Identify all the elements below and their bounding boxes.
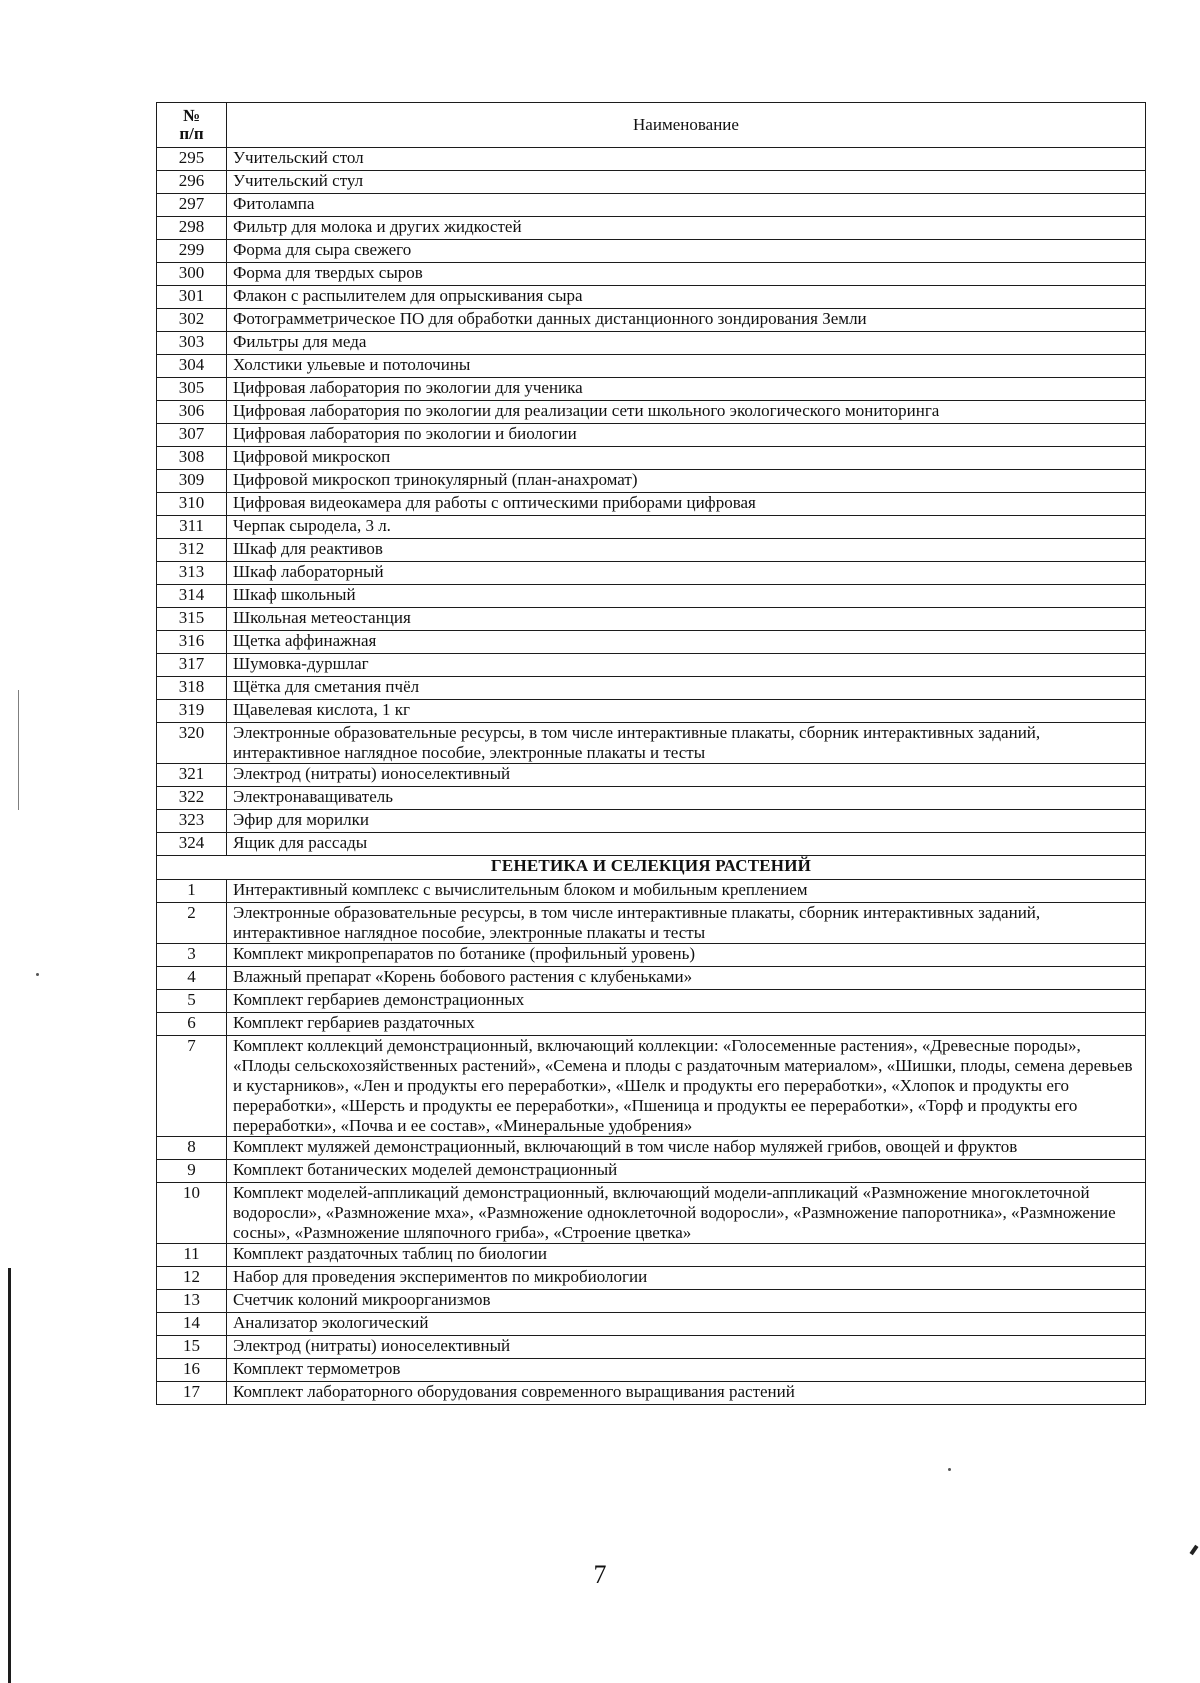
scan-faint-line bbox=[18, 690, 19, 810]
row-name: Комплект гербариев раздаточных bbox=[227, 1013, 1146, 1036]
row-name: Набор для проведения экспериментов по микробиологии bbox=[227, 1267, 1146, 1290]
scan-speck bbox=[36, 973, 39, 976]
row-name: Комплект муляжей демонстрационный, включающий в том числе набор муляжей грибов, овощей и фруктов bbox=[227, 1137, 1146, 1160]
table-row bbox=[157, 424, 1146, 447]
row-number: 8 bbox=[157, 1137, 227, 1160]
row-name: Счетчик колоний микроорганизмов bbox=[227, 1290, 1146, 1313]
row-number: 15 bbox=[157, 1336, 227, 1359]
row-name: Комплект коллекций демонстрационный, включающий коллекции: «Голосеменные растения», «Древесные породы», «Плоды сельскохозяйственных растений», «Семена и плоды с раздаточным материалом», «Шишки, плоды, семена деревьев и кустарников», «Лен и продукты его переработки», «Шелк и продукты его переработки», «Хлопок и продукты его переработки», «Шерсть и продукты ее переработки», «Пшеница и продукты ее переработки», «Торф и продукты его переработки», «Почва и ее состав», «Минеральные удобрения» bbox=[227, 1036, 1146, 1137]
row-name: Электрод (нитраты) ионоселективный bbox=[227, 1336, 1146, 1359]
table-row bbox=[157, 493, 1146, 516]
row-name: Комплект термометров bbox=[227, 1359, 1146, 1382]
table-row bbox=[157, 539, 1146, 562]
table-header-row bbox=[157, 103, 1146, 148]
row-name: Комплект гербариев демонстрационных bbox=[227, 990, 1146, 1013]
row-number: 298 bbox=[157, 217, 227, 240]
row-number: 319 bbox=[157, 700, 227, 723]
row-number: 12 bbox=[157, 1267, 227, 1290]
row-number: 13 bbox=[157, 1290, 227, 1313]
row-number: 5 bbox=[157, 990, 227, 1013]
table-row bbox=[157, 516, 1146, 539]
row-name: Цифровая лаборатория по экологии для ученика bbox=[227, 378, 1146, 401]
row-number: 307 bbox=[157, 424, 227, 447]
row-name: Фильтры для меда bbox=[227, 332, 1146, 355]
row-name: Холстики ульевые и потолочины bbox=[227, 355, 1146, 378]
table-row bbox=[157, 217, 1146, 240]
row-number: 322 bbox=[157, 787, 227, 810]
row-number: 309 bbox=[157, 470, 227, 493]
row-name: Форма для твердых сыров bbox=[227, 263, 1146, 286]
row-number: 311 bbox=[157, 516, 227, 539]
row-name: Цифровая лаборатория по экологии для реализации сети школьного экологического мониторинга bbox=[227, 401, 1146, 424]
row-number: 317 bbox=[157, 654, 227, 677]
row-number: 9 bbox=[157, 1160, 227, 1183]
row-number: 312 bbox=[157, 539, 227, 562]
row-name: Фильтр для молока и других жидкостей bbox=[227, 217, 1146, 240]
table-row bbox=[157, 470, 1146, 493]
row-name: Учительский стол bbox=[227, 148, 1146, 171]
scan-edge-line bbox=[8, 1268, 11, 1683]
table-row bbox=[157, 562, 1146, 585]
table-row bbox=[157, 1013, 1146, 1036]
row-number: 316 bbox=[157, 631, 227, 654]
row-number: 320 bbox=[157, 723, 227, 764]
table-row bbox=[157, 1183, 1146, 1244]
table-row bbox=[157, 903, 1146, 944]
row-name: Электронные образовательные ресурсы, в том числе интерактивные плакаты, сборник интерактивных заданий, интерактивное наглядное пособие, электронные плакаты и тесты bbox=[227, 723, 1146, 764]
table-row bbox=[157, 286, 1146, 309]
table-row bbox=[157, 700, 1146, 723]
table-row bbox=[157, 1160, 1146, 1183]
row-name: Школьная метеостанция bbox=[227, 608, 1146, 631]
table-row bbox=[157, 1359, 1146, 1382]
table-row bbox=[157, 608, 1146, 631]
row-number: 2 bbox=[157, 903, 227, 944]
header-number bbox=[157, 103, 227, 148]
row-name: Цифровая лаборатория по экологии и биологии bbox=[227, 424, 1146, 447]
row-number: 304 bbox=[157, 355, 227, 378]
table-body-part2 bbox=[157, 880, 1146, 1405]
table-body-part1 bbox=[157, 148, 1146, 856]
row-number: 4 bbox=[157, 967, 227, 990]
row-number: 302 bbox=[157, 309, 227, 332]
table-row bbox=[157, 1036, 1146, 1137]
row-number: 299 bbox=[157, 240, 227, 263]
table-row bbox=[157, 148, 1146, 171]
row-number: 14 bbox=[157, 1313, 227, 1336]
table-row bbox=[157, 1267, 1146, 1290]
row-number: 318 bbox=[157, 677, 227, 700]
row-name: Щавелевая кислота, 1 кг bbox=[227, 700, 1146, 723]
row-name: Комплект ботанических моделей демонстрационный bbox=[227, 1160, 1146, 1183]
header-name: Наименование bbox=[227, 103, 1146, 148]
row-number: 323 bbox=[157, 810, 227, 833]
row-name: Комплект микропрепаратов по ботанике (профильный уровень) bbox=[227, 944, 1146, 967]
row-number: 10 bbox=[157, 1183, 227, 1244]
row-name: Цифровой микроскоп bbox=[227, 447, 1146, 470]
scan-speck bbox=[948, 1468, 951, 1471]
row-number: 314 bbox=[157, 585, 227, 608]
row-number: 297 bbox=[157, 194, 227, 217]
table-row bbox=[157, 447, 1146, 470]
table-row bbox=[157, 194, 1146, 217]
row-name: Влажный препарат «Корень бобового растения с клубеньками» bbox=[227, 967, 1146, 990]
table-row bbox=[157, 355, 1146, 378]
row-name: Комплект лабораторного оборудования современного выращивания растений bbox=[227, 1382, 1146, 1405]
row-number: 11 bbox=[157, 1244, 227, 1267]
table-row bbox=[157, 944, 1146, 967]
table-row bbox=[157, 171, 1146, 194]
row-number: 296 bbox=[157, 171, 227, 194]
row-number: 306 bbox=[157, 401, 227, 424]
table-row bbox=[157, 631, 1146, 654]
row-number: 295 bbox=[157, 148, 227, 171]
section-body bbox=[157, 856, 1146, 880]
header-number-abbrev: п/п bbox=[179, 124, 204, 143]
row-name: Комплект моделей-аппликаций демонстрационный, включающий модели-аппликаций «Размножение многоклеточной водоросли», «Размножение мха», «Размножение одноклеточной водоросли», «Размножение папоротника», «Размножение сосны», «Размножение шляпочного гриба», «Строение цветка» bbox=[227, 1183, 1146, 1244]
table-row bbox=[157, 723, 1146, 764]
row-name: Фитолампа bbox=[227, 194, 1146, 217]
table-row bbox=[157, 1290, 1146, 1313]
row-number: 3 bbox=[157, 944, 227, 967]
header-number-sign: № bbox=[182, 106, 201, 125]
table-row bbox=[157, 1313, 1146, 1336]
row-number: 1 bbox=[157, 880, 227, 903]
row-name: Шкаф лабораторный bbox=[227, 562, 1146, 585]
table-row bbox=[157, 1137, 1146, 1160]
row-number: 17 bbox=[157, 1382, 227, 1405]
table-row bbox=[157, 1244, 1146, 1267]
section-title: ГЕНЕТИКА И СЕЛЕКЦИЯ РАСТЕНИЙ bbox=[157, 856, 1146, 880]
table-row bbox=[157, 810, 1146, 833]
row-name: Щетка аффинажная bbox=[227, 631, 1146, 654]
table-row bbox=[157, 764, 1146, 787]
row-name: Щётка для сметания пчёл bbox=[227, 677, 1146, 700]
table-row bbox=[157, 967, 1146, 990]
table-row bbox=[157, 654, 1146, 677]
row-name: Цифровой микроскоп тринокулярный (план-анахромат) bbox=[227, 470, 1146, 493]
table-row bbox=[157, 309, 1146, 332]
row-number: 303 bbox=[157, 332, 227, 355]
row-name: Электрод (нитраты) ионоселективный bbox=[227, 764, 1146, 787]
table-row bbox=[157, 677, 1146, 700]
row-name: Черпак сыродела, 3 л. bbox=[227, 516, 1146, 539]
table-row bbox=[157, 401, 1146, 424]
table-row bbox=[157, 378, 1146, 401]
row-name: Шумовка-дуршлаг bbox=[227, 654, 1146, 677]
row-number: 321 bbox=[157, 764, 227, 787]
row-name: Ящик для рассады bbox=[227, 833, 1146, 856]
row-name: Форма для сыра свежего bbox=[227, 240, 1146, 263]
row-name: Электронные образовательные ресурсы, в том числе интерактивные плакаты, сборник интерактивных заданий, интерактивное наглядное пособие, электронные плакаты и тесты bbox=[227, 903, 1146, 944]
row-name: Шкаф школьный bbox=[227, 585, 1146, 608]
row-number: 7 bbox=[157, 1036, 227, 1137]
row-name: Электронаващиватель bbox=[227, 787, 1146, 810]
row-name: Флакон с распылителем для опрыскивания сыра bbox=[227, 286, 1146, 309]
page-number: 7 bbox=[593, 1560, 607, 1589]
table-row bbox=[157, 1382, 1146, 1405]
row-number: 300 bbox=[157, 263, 227, 286]
table-row bbox=[157, 263, 1146, 286]
row-number: 324 bbox=[157, 833, 227, 856]
row-name: Интерактивный комплекс с вычислительным блоком и мобильным креплением bbox=[227, 880, 1146, 903]
row-name: Шкаф для реактивов bbox=[227, 539, 1146, 562]
row-name: Комплект раздаточных таблиц по биологии bbox=[227, 1244, 1146, 1267]
table-row bbox=[157, 585, 1146, 608]
equipment-table bbox=[156, 102, 1146, 1405]
row-name: Цифровая видеокамера для работы с оптическими приборами цифровая bbox=[227, 493, 1146, 516]
row-number: 16 bbox=[157, 1359, 227, 1382]
table-row bbox=[157, 833, 1146, 856]
row-name: Эфир для морилки bbox=[227, 810, 1146, 833]
table-row bbox=[157, 990, 1146, 1013]
row-name: Учительский стул bbox=[227, 171, 1146, 194]
table-row bbox=[157, 332, 1146, 355]
row-number: 308 bbox=[157, 447, 227, 470]
row-number: 313 bbox=[157, 562, 227, 585]
table-row bbox=[157, 1336, 1146, 1359]
table-row bbox=[157, 880, 1146, 903]
row-number: 6 bbox=[157, 1013, 227, 1036]
row-number: 310 bbox=[157, 493, 227, 516]
row-number: 315 bbox=[157, 608, 227, 631]
row-name: Фотограмметрическое ПО для обработки данных дистанционного зондирования Земли bbox=[227, 309, 1146, 332]
row-name: Анализатор экологический bbox=[227, 1313, 1146, 1336]
section-row bbox=[157, 856, 1146, 880]
table-row bbox=[157, 787, 1146, 810]
row-number: 305 bbox=[157, 378, 227, 401]
row-number: 301 bbox=[157, 286, 227, 309]
scan-mark bbox=[1189, 1545, 1198, 1555]
table-row bbox=[157, 240, 1146, 263]
